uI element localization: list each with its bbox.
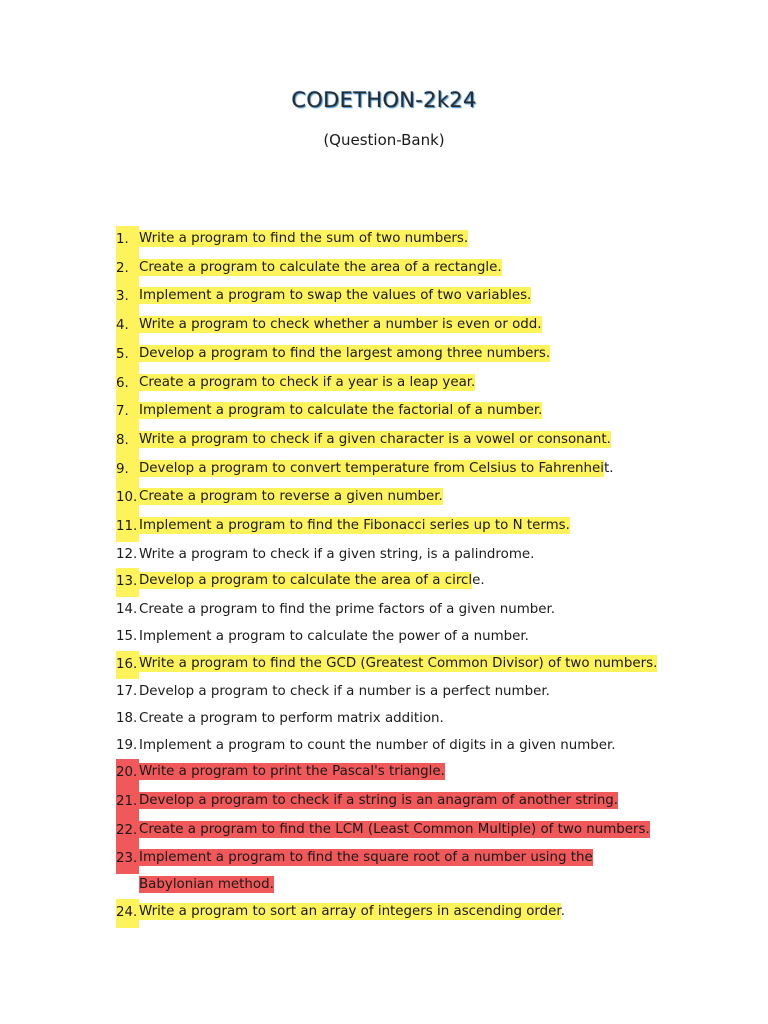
question-item xyxy=(116,568,676,597)
question-item xyxy=(116,817,676,846)
question-number: 7. xyxy=(116,398,139,427)
question-item xyxy=(116,370,676,399)
question-item xyxy=(116,706,676,733)
question-text xyxy=(139,899,565,926)
question-item xyxy=(116,788,676,817)
question-number: 16. xyxy=(116,651,139,680)
question-text xyxy=(139,370,475,397)
question-number: 11. xyxy=(116,513,139,542)
question-item xyxy=(116,899,676,928)
question-text xyxy=(139,733,616,760)
page-subtitle: (Question-Bank) xyxy=(323,131,445,149)
question-number: 12. xyxy=(116,546,138,562)
question-item xyxy=(116,456,676,485)
question-number: 18. xyxy=(116,710,138,726)
question-plain-text: Create a program to find the prime factors of a given number. xyxy=(139,602,556,618)
question-number: 21. xyxy=(116,788,139,817)
question-plain-text: Implement a program to calculate the power of a number. xyxy=(139,628,529,644)
question-text xyxy=(139,817,650,844)
question-highlighted-text: Develop a program to find the largest among three numbers. xyxy=(139,345,551,361)
question-number: 15. xyxy=(116,628,138,644)
question-number: 14. xyxy=(116,602,138,618)
question-item xyxy=(116,398,676,427)
question-item xyxy=(116,733,676,760)
question-item xyxy=(116,542,676,569)
question-text xyxy=(139,568,485,595)
question-item xyxy=(116,759,676,788)
question-highlighted-text: Write a program to find the sum of two numbers. xyxy=(139,231,469,246)
question-item xyxy=(116,651,676,680)
question-item xyxy=(116,312,676,341)
question-item xyxy=(116,484,676,513)
question-highlighted-text: Write a program to find the GCD (Greatest Common Divisor) of two numbers. xyxy=(139,655,658,671)
question-text xyxy=(139,759,445,786)
question-number: 10. xyxy=(116,484,139,513)
question-number: 2. xyxy=(116,255,139,284)
question-number: 19. xyxy=(116,737,138,753)
question-highlighted-text: Create a program to find the LCM (Least Common Multiple) of two numbers. xyxy=(139,821,650,837)
question-highlighted-text: Implement a program to find the square root of a number using the Babylonian method. xyxy=(139,850,593,893)
question-highlighted-text: Write a program to sort an array of integers in ascending order xyxy=(139,903,561,919)
question-highlighted-text: Write a program to check whether a number is even or odd. xyxy=(139,317,542,333)
question-text xyxy=(139,255,502,282)
question-highlighted-text: Create a program to check if a year is a leap year. xyxy=(139,374,476,390)
question-text xyxy=(139,597,555,624)
question-text xyxy=(139,283,531,310)
question-text xyxy=(139,484,443,511)
question-number: 5. xyxy=(116,341,139,370)
question-plain-text: Develop a program to check if a number is a perfect number. xyxy=(139,684,550,700)
question-text xyxy=(139,542,534,569)
question-item xyxy=(116,679,676,706)
question-highlighted-text: Implement a program to find the Fibonacci series up to N terms. xyxy=(139,518,570,534)
question-item xyxy=(116,597,676,624)
question-text xyxy=(139,651,657,678)
question-number: 20. xyxy=(116,759,139,788)
question-number: 8. xyxy=(116,427,139,456)
question-text xyxy=(139,312,542,339)
question-number: 13. xyxy=(116,568,139,597)
question-item xyxy=(116,513,676,542)
question-highlighted-text: Implement a program to calculate the factorial of a number. xyxy=(139,403,543,419)
question-item xyxy=(116,283,676,312)
question-plain-text: Write a program to check if a given string, is a palindrome. xyxy=(139,546,535,562)
question-item xyxy=(116,845,676,898)
question-text xyxy=(139,679,550,706)
question-text xyxy=(139,341,550,368)
question-item xyxy=(116,226,676,255)
question-number: 3. xyxy=(116,283,139,312)
question-number: 4. xyxy=(116,312,139,341)
question-highlighted-text: Develop a program to calculate the area of a circl xyxy=(139,573,473,589)
question-number: 9. xyxy=(116,456,139,485)
question-item xyxy=(116,255,676,284)
question-item xyxy=(116,341,676,370)
question-number: 23. xyxy=(116,845,139,874)
question-highlighted-text: Develop a program to check if a string is an anagram of another string. xyxy=(139,793,619,809)
question-plain-text: Implement a program to count the number of digits in a given number. xyxy=(139,737,616,753)
question-text xyxy=(139,456,614,483)
question-number: 1. xyxy=(116,226,139,255)
question-number: 24. xyxy=(116,899,139,928)
question-highlighted-text: Implement a program to swap the values of two variables. xyxy=(139,288,532,304)
question-plain-text: e. xyxy=(472,573,485,589)
question-text xyxy=(139,226,468,253)
question-plain-text: . xyxy=(560,903,565,919)
question-plain-text: Create a program to perform matrix addition. xyxy=(139,710,444,726)
question-number: 6. xyxy=(116,370,139,399)
question-text xyxy=(139,624,529,651)
question-highlighted-text: Write a program to check if a given character is a vowel or consonant. xyxy=(139,431,611,447)
question-number: 22. xyxy=(116,817,139,846)
question-text xyxy=(139,706,444,733)
question-list xyxy=(116,226,676,928)
question-highlighted-text: Write a program to print the Pascal's triangle. xyxy=(139,764,445,780)
question-number: 17. xyxy=(116,684,138,700)
question-item xyxy=(116,624,676,651)
question-plain-text: t. xyxy=(604,460,614,476)
question-text xyxy=(139,427,611,454)
page-title: CODETHON-2k24 xyxy=(291,88,477,112)
question-highlighted-text: Develop a program to convert temperature from Celsius to Fahrenhei xyxy=(139,460,604,476)
question-text xyxy=(139,513,570,540)
question-text xyxy=(139,398,542,425)
question-text xyxy=(139,845,665,898)
question-highlighted-text: Create a program to calculate the area of a rectangle. xyxy=(139,259,502,275)
question-item xyxy=(116,427,676,456)
question-text xyxy=(139,788,618,815)
question-highlighted-text: Create a program to reverse a given number. xyxy=(139,489,443,505)
